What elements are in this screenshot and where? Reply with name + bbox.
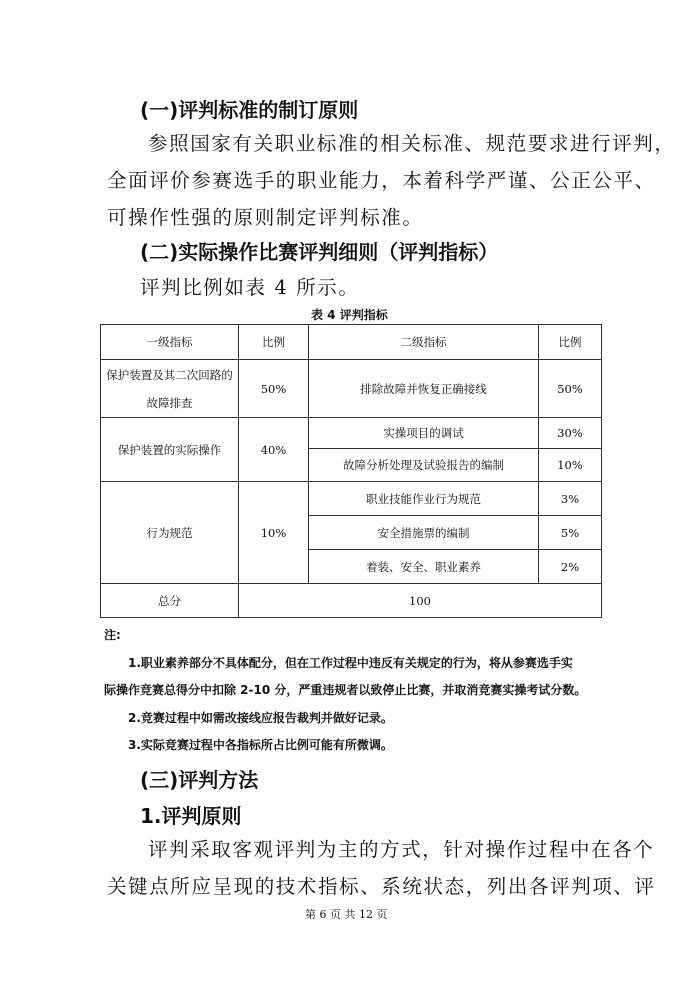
group-name: 保护装置及其二次回路的故障排查 xyxy=(101,360,239,418)
group-ratio: 10% xyxy=(239,482,309,584)
group-ratio: 40% xyxy=(239,418,309,482)
header-level2: 二级指标 xyxy=(309,325,539,360)
item-ratio: 50% xyxy=(539,360,602,418)
section-heading-1: (一)评判标准的制订原则 xyxy=(140,98,359,122)
section-heading-3: (三)评判方法 xyxy=(140,768,259,792)
paragraph-1-line-1: 参照国家有关职业标准的相关标准、规范要求进行评判， xyxy=(148,132,676,155)
item-name: 安全措施票的编制 xyxy=(309,516,539,550)
paragraph-2: 评判比例如表 4 所示。 xyxy=(140,276,360,299)
table-row xyxy=(101,482,602,516)
note-3: 3.实际竞赛过程中各指标所占比例可能有所微调。 xyxy=(128,738,393,752)
item-name: 排除故障并恢复正确接线 xyxy=(309,360,539,418)
paragraph-1-line-3: 可操作性强的原则制定评判标准。 xyxy=(107,206,424,229)
table-header-row xyxy=(101,325,602,360)
item-ratio: 3% xyxy=(539,482,602,516)
paragraph-3-line-1: 评判采取客观评判为主的方式，针对操作过程中在各个 xyxy=(148,838,655,861)
notes-title: 注: xyxy=(104,628,121,642)
item-ratio: 2% xyxy=(539,550,602,584)
total-label: 总分 xyxy=(101,584,239,618)
note-1-line-2: 际操作竞赛总得分中扣除 2-10 分，严重违规者以致停止比赛，并取消竞赛实操考试分数。 xyxy=(104,683,587,697)
table-row xyxy=(101,360,602,418)
group-name: 行为规范 xyxy=(101,482,239,584)
section-heading-4: 1.评判原则 xyxy=(140,804,242,828)
item-name: 故障分析处理及试验报告的编制 xyxy=(309,449,539,482)
total-value: 100 xyxy=(239,584,602,618)
evaluation-criteria-table xyxy=(100,324,602,618)
paragraph-1-line-2: 全面评价参赛选手的职业能力，本着科学严谨、公正公平、 xyxy=(107,169,656,192)
note-2: 2.竞赛过程中如需改接线应报告裁判并做好记录。 xyxy=(128,711,393,725)
paragraph-3-line-2: 关键点所应呈现的技术指标、系统状态，列出各评判项、评 xyxy=(107,875,656,898)
note-1-line-1: 1.职业素养部分不具体配分，但在工作过程中违反有关规定的行为，将从参赛选手实 xyxy=(128,656,573,670)
table-caption: 表 4 评判指标 xyxy=(311,308,388,322)
item-ratio: 30% xyxy=(539,418,602,449)
header-ratio2: 比例 xyxy=(539,325,602,360)
item-name: 职业技能作业行为规范 xyxy=(309,482,539,516)
section-heading-2: (二)实际操作比赛评判细则（评判指标） xyxy=(140,240,499,264)
item-ratio: 5% xyxy=(539,516,602,550)
item-name: 实操项目的调试 xyxy=(309,418,539,449)
header-level1: 一级指标 xyxy=(101,325,239,360)
table-total-row xyxy=(101,584,602,618)
page-footer: 第 6 页 共 12 页 xyxy=(305,908,388,921)
table-row xyxy=(101,418,602,449)
item-name: 着装、安全、职业素养 xyxy=(309,550,539,584)
item-ratio: 10% xyxy=(539,449,602,482)
group-name: 保护装置的实际操作 xyxy=(101,418,239,482)
header-ratio1: 比例 xyxy=(239,325,309,360)
group-ratio: 50% xyxy=(239,360,309,418)
